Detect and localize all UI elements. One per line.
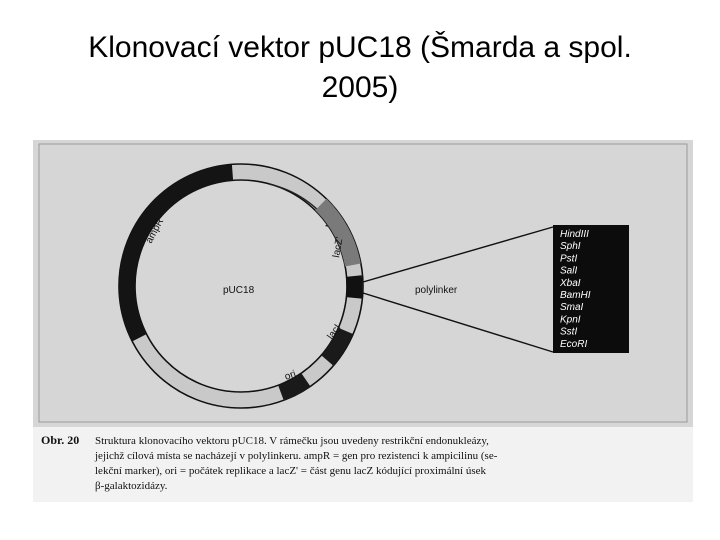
ori-label: ori [283, 368, 298, 383]
restriction-site-smai: SmaI [560, 302, 584, 314]
restriction-site-sali: SalI [560, 265, 578, 277]
slide-title-line-1: Klonovací vektor pUC18 (Šmarda a spol. [88, 31, 632, 64]
caption-line-3: lekční marker), ori = počátek replikace a lacZ' = část genu lacZ kódující proximální úsek [95, 465, 486, 477]
polylinker-segment [354, 276, 355, 298]
lacz-label: lacZ' [331, 236, 346, 259]
restriction-site-hindiii: HindIII [560, 229, 589, 240]
restriction-site-psti: PstI [560, 253, 578, 265]
restriction-site-ecori: EcoRI [560, 338, 588, 350]
caption-label: Obr. 20 [41, 433, 80, 447]
slide-title-line-2: 2005) [321, 71, 399, 104]
plasmid-figure [33, 140, 693, 502]
plasmid-map-svg [33, 140, 693, 502]
laci-label: lacI [325, 322, 344, 342]
caption-line-1: Struktura klonovacího vektoru pUC18. V rámečku jsou uvedeny restrikční endonukleázy, [95, 435, 489, 447]
polylinker-label: polylinker [415, 285, 458, 296]
plasmid-name-label: pUC18 [223, 285, 255, 296]
slide-title [40, 28, 680, 108]
restriction-site-kpni: KpnI [560, 314, 581, 326]
caption-line-2: jejichž cílová místa se nacházejí v polylinkeru. ampR = gen pro rezistenci k ampicilinu (se- [95, 450, 498, 462]
restriction-site-bamhi: BamHI [560, 290, 591, 301]
restriction-site-sphi: SphI [560, 241, 581, 253]
restriction-site-ssti: SstI [560, 326, 578, 338]
restriction-site-xbai: XbaI [560, 277, 581, 289]
ampr-label: ampR [143, 216, 167, 246]
caption-line-4: β-galaktozidázy. [95, 480, 168, 492]
